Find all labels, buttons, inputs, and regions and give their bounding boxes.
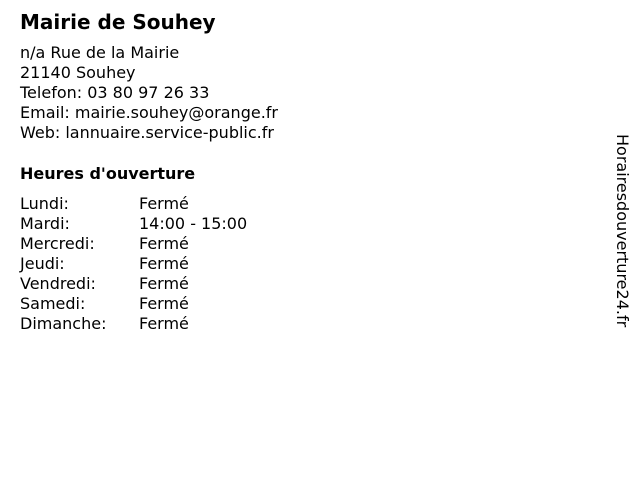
day-hours: Fermé — [139, 254, 189, 273]
day-hours: Fermé — [139, 294, 189, 313]
email-address: Email: mairie.souhey@orange.fr — [20, 103, 278, 122]
day-label: Jeudi: — [20, 254, 65, 273]
hours-row-dimanche — [20, 314, 247, 334]
city-postcode: 21140 Souhey — [20, 63, 136, 82]
website-address: Web: lannuaire.service-public.fr — [20, 123, 274, 142]
day-label: Dimanche: — [20, 314, 107, 333]
hours-row-mardi — [20, 214, 247, 234]
hours-row-jeudi — [20, 254, 247, 274]
hours-row-vendredi — [20, 274, 247, 294]
hours-row-samedi — [20, 294, 247, 314]
day-hours: Fermé — [139, 194, 189, 213]
day-hours: Fermé — [139, 274, 189, 293]
phone-number: Telefon: 03 80 97 26 33 — [20, 83, 210, 102]
opening-hours-table — [20, 194, 247, 334]
hours-row-lundi — [20, 194, 247, 214]
day-hours: Fermé — [139, 314, 189, 333]
day-label: Lundi: — [20, 194, 69, 213]
day-hours: Fermé — [139, 234, 189, 253]
opening-hours-heading: Heures d'ouverture — [20, 164, 196, 183]
address-block — [20, 43, 278, 143]
day-hours: 14:00 - 15:00 — [139, 214, 248, 233]
day-label: Mercredi: — [20, 234, 95, 253]
day-label: Samedi: — [20, 294, 86, 313]
day-label: Vendredi: — [20, 274, 96, 293]
page-title: Mairie de Souhey — [20, 10, 216, 34]
hours-row-mercredi — [20, 234, 247, 254]
site-brand-watermark: Horairesdouverture24.fr — [613, 134, 632, 328]
street-address: n/a Rue de la Mairie — [20, 43, 180, 62]
day-label: Mardi: — [20, 214, 70, 233]
